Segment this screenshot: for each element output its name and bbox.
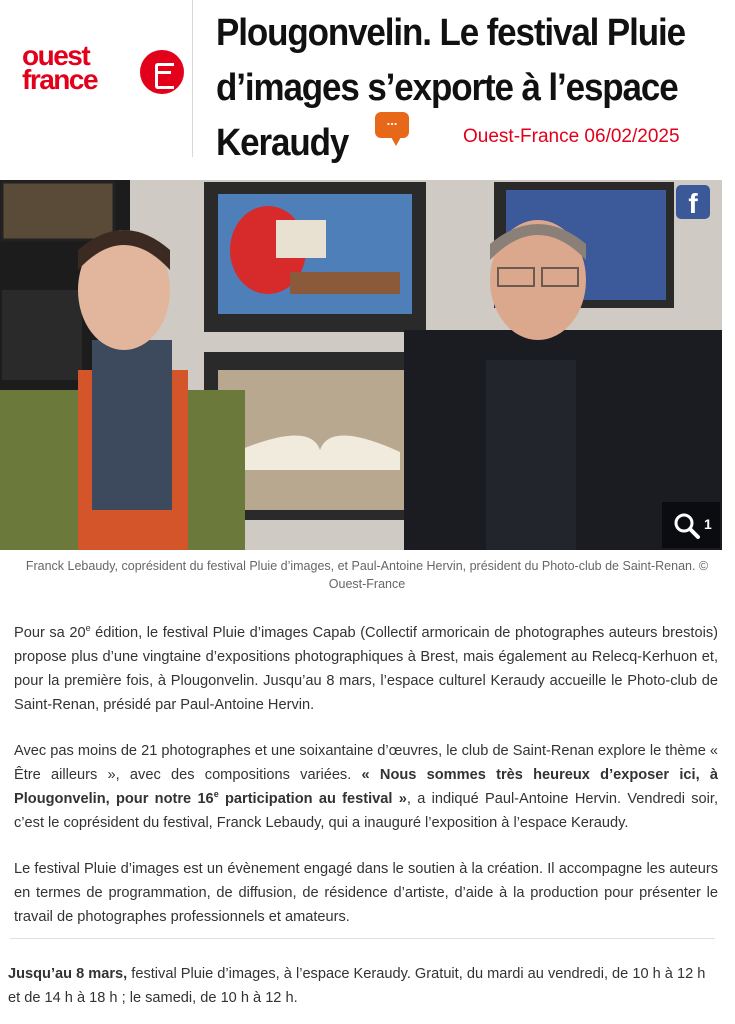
facebook-icon-glyph: f — [688, 188, 698, 219]
practical-info — [8, 962, 720, 1010]
p1-text-before: Pour sa 20 — [14, 625, 86, 641]
p2-quote-end: participation au festival » — [218, 791, 407, 807]
section-divider — [10, 938, 715, 939]
comment-icon-glyph: ... — [386, 113, 398, 128]
photo-caption: Franck Lebaudy, coprésident du festival Pluie d’images, et Paul-Antoine Hervin, président du Photo-club de Saint-Renan. © Ouest-France — [25, 559, 709, 591]
p2-text-end: , a indiqué Paul-Antoine Hervin. Vendredi soir, c’est le coprésident du festival, Franck Lebaudy, qui a inauguré l’exposition à l’espace Keraudy. — [14, 791, 719, 831]
magnifier-icon — [672, 511, 702, 541]
zoom-count: 1 — [704, 516, 712, 532]
source-date: Ouest-France 06/02/2025 — [463, 126, 680, 147]
practical-info-bold: Jusqu’au 8 mars, — [8, 966, 128, 982]
article-photo[interactable] — [0, 180, 722, 550]
article-body — [14, 621, 718, 951]
photo-illustration — [0, 180, 722, 550]
logo-line-ouest: ouest — [22, 40, 90, 71]
comment-icon[interactable] — [375, 112, 409, 138]
p2-text-start: Avec pas moins de 21 photographes et une soixantaine d’œuvres, le club de Saint-Renan explore le thème « Être ailleurs », avec des compositions variées. — [14, 743, 718, 783]
article-paragraph-1 — [14, 621, 718, 717]
child-legs — [290, 272, 400, 294]
header-divider — [192, 0, 193, 157]
child-shirt — [276, 220, 326, 258]
article-header — [0, 0, 735, 170]
p2-quote-start: « Nous sommes très heureux d’exposer ici, à Plougonvelin, pour notre 16 — [14, 767, 718, 807]
article-paragraph-3: Le festival Pluie d’images est un évènement engagé dans le soutien à la création. Il accompagne les auteurs en termes de programmation, de diffusion, de résidence d’artiste, d’aide à la production pour présenter le travail de photographes professionnels et amateurs. — [14, 861, 718, 925]
frame-top-left — [2, 182, 114, 240]
p1-text-after: édition, le festival Pluie d’images Capab (Collectif armoricain de photographes auteurs brestois) propose plus d’une vingtaine d’expositions photographiques à Brest, mais également au Relecq-Kerhuon et, pour la première fois, à Plougonvelin. Jusqu’au 8 mars, l’espace culturel Keraudy accueille le Photo-club de Saint-Renan, présidé par Paul-Antoine Hervin. — [14, 625, 718, 713]
p1-superscript: e — [85, 623, 91, 634]
person-left-scarf — [92, 340, 172, 510]
ouest-france-logo[interactable] — [22, 40, 172, 104]
p2-quote-superscript: e — [213, 789, 219, 800]
article-title: Plougonvelin. Le festival Pluie d’images s’exporte à l’espace Keraudy — [216, 12, 685, 164]
frame-left-concert — [2, 290, 82, 380]
practical-info-text: festival Pluie d’images, à l’espace Keraudy. Gratuit, du mardi au vendredi, de 10 h à 12 h et de 14 h à 18 h ; le samedi, de 10 h à 12 h. — [8, 966, 706, 1006]
person-right-shirt — [486, 360, 576, 550]
logo-mark-icon — [140, 50, 184, 94]
photo-book — [218, 370, 408, 510]
logo-wordmark — [22, 40, 98, 95]
article-paragraph-2 — [14, 739, 718, 835]
logo-line-france: france — [22, 64, 98, 95]
facebook-icon[interactable] — [676, 185, 710, 219]
zoom-button[interactable] — [662, 502, 720, 548]
